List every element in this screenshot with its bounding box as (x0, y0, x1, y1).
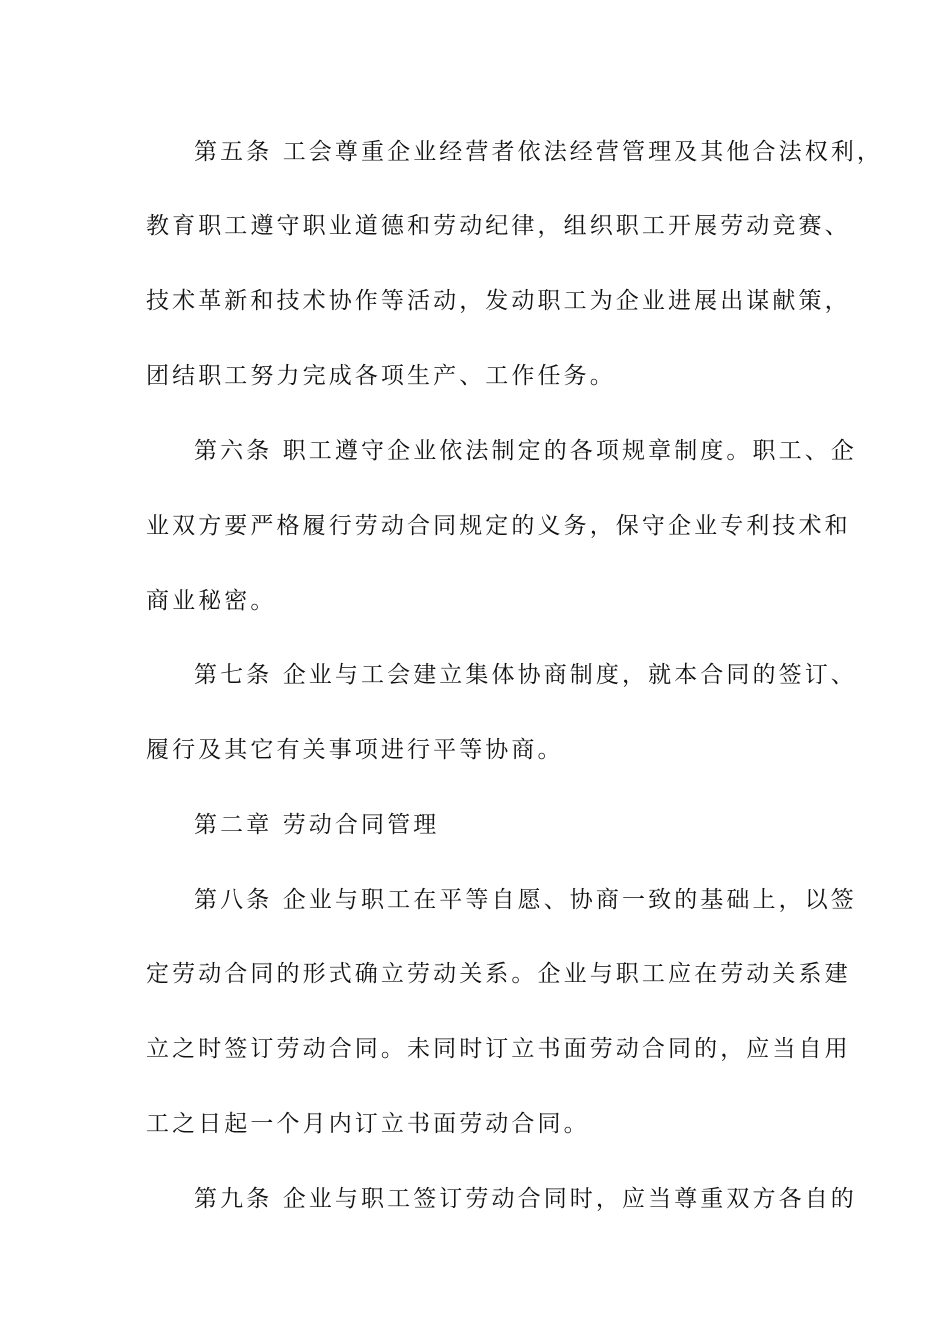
article-5-line-3: 技术革新和技术协作等活动，发动职工为企业进展出谋献策， (146, 288, 851, 314)
article-8-line-3: 立之时签订劳动合同。未同时订立书面劳动合同的，应当自用 (146, 1036, 851, 1062)
chapter-2-heading: 第二章 劳动合同管理 (194, 812, 440, 838)
article-9-line-1: 第九条 企业与职工签订劳动合同时，应当尊重双方各自的 (194, 1186, 857, 1212)
article-5-line-4: 团结职工努力完成各项生产、工作任务。 (146, 363, 616, 389)
article-5-line-1: 第五条 工会尊重企业经营者依法经营管理及其他合法权利， (194, 139, 884, 165)
article-8-line-1: 第八条 企业与职工在平等自愿、协商一致的基础上，以签 (194, 887, 857, 913)
article-8-line-4: 工之日起一个月内订立书面劳动合同。 (146, 1111, 590, 1137)
article-7-line-1: 第七条 企业与工会建立集体协商制度，就本合同的签订、 (194, 662, 857, 688)
article-5-line-2: 教育职工遵守职业道德和劳动纪律，组织职工开展劳动竞赛、 (146, 213, 851, 239)
article-6-line-1: 第六条 职工遵守企业依法制定的各项规章制度。职工、企 (194, 438, 857, 464)
article-6-line-2: 业双方要严格履行劳动合同规定的义务，保守企业专利技术和 (146, 513, 851, 539)
article-6-line-3: 商业秘密。 (146, 588, 277, 614)
article-7-line-2: 履行及其它有关事项进行平等协商。 (146, 737, 564, 763)
article-8-line-2: 定劳动合同的形式确立劳动关系。企业与职工应在劳动关系建 (146, 961, 851, 987)
